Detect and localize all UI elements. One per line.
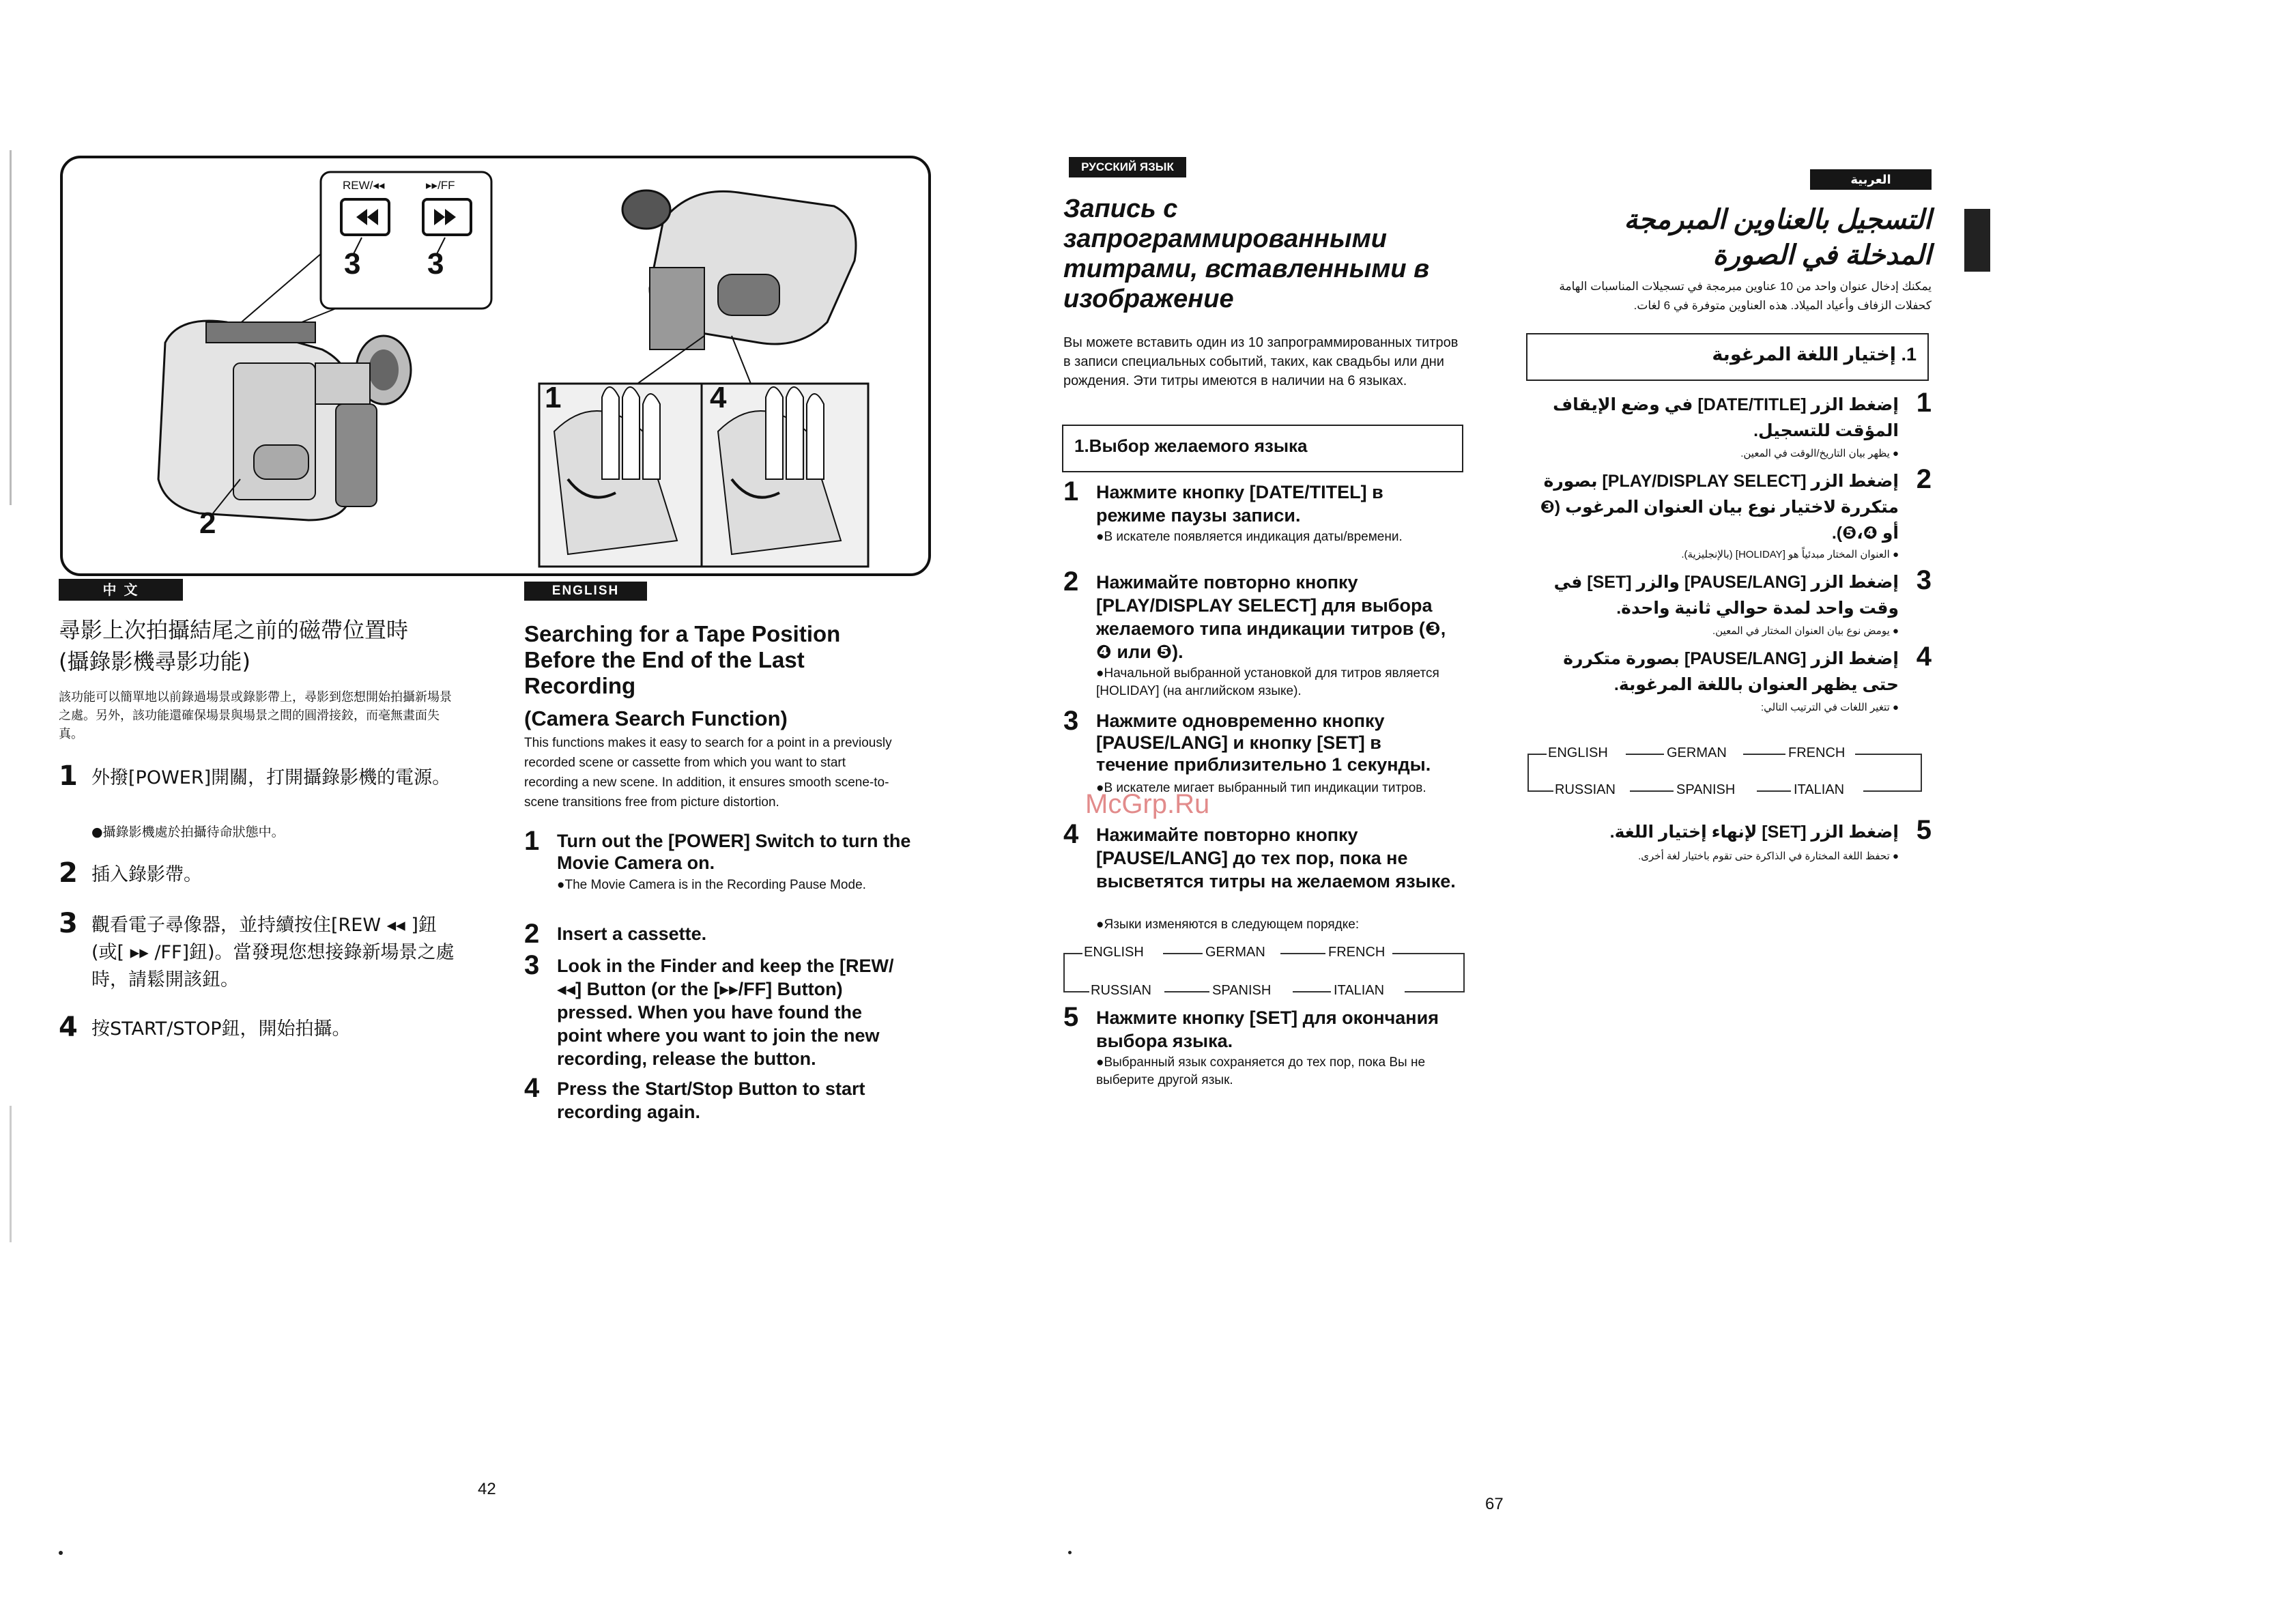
arabic-step-4 — [1536, 642, 1932, 721]
cycle-line — [1063, 991, 1089, 992]
step-number: 1 — [1916, 388, 1932, 418]
step-text: 插入錄影帶。 — [91, 864, 202, 885]
figure-step-label: 2 — [199, 506, 216, 540]
language-italian: ITALIAN — [1334, 983, 1385, 998]
russian-language-cycle — [1063, 942, 1469, 1003]
step-text: Нажмите одновременно кнопку [PAUSE/LANG] и кнопку [SET] в течение приблизительно 1 секунды. — [1096, 711, 1431, 775]
step-number: 3 — [524, 950, 540, 980]
chinese-title-line2: (攝錄影機尋影功能) — [59, 648, 250, 674]
page-number-left: 42 — [478, 1480, 496, 1498]
russian-section-box — [1062, 425, 1463, 472]
step-note: ●Выбранный язык сохраняется до тех пор, пока Вы не выберите другой язык. — [1096, 1055, 1426, 1087]
arabic-section-box — [1526, 333, 1929, 381]
step-number: 4 — [524, 1073, 540, 1103]
step-text: إضغط الزر [PLAY/DISPLAY SELECT] بصورة متكررة لاختيار نوع بيان العنوان المرغوب (❸ أو ❹،❺). — [1540, 472, 1899, 543]
scan-dot — [1068, 1551, 1072, 1554]
arabic-language-cycle — [1527, 743, 1926, 804]
chinese-title-line1: 尋影上次拍攝結尾之前的磁帶位置時 — [59, 617, 409, 643]
step-number: 1 — [59, 760, 78, 792]
camera-illustration-panel — [60, 156, 931, 576]
step-note: ● يظهر بيان التاريخ/الوقت في المعين. — [1740, 448, 1899, 459]
step-number: 3 — [1063, 706, 1079, 736]
step-text: Insert a cassette. — [557, 924, 707, 944]
cycle-line — [1921, 754, 1922, 790]
step-number: 3 — [1916, 565, 1932, 595]
chinese-intro: 該功能可以簡單地以前錄過場景或錄影帶上，尋影到您想開始拍攝新場景之處。另外，該功能還確保場景與場景之間的圓滑接鉸，而毫無畫面失真。 — [59, 690, 452, 741]
cycle-line — [1280, 953, 1325, 954]
language-french: FRENCH — [1328, 945, 1386, 960]
figure-step-label: 4 — [710, 381, 727, 414]
cycle-line — [1743, 754, 1785, 755]
arabic-step-2 — [1536, 464, 1932, 564]
step-note: ● يومض نوع بيان العنوان المختار في المعين. — [1712, 625, 1899, 637]
step-text: إضغط الزر [SET] لإنهاء إختيار اللغة. — [1609, 823, 1899, 842]
cycle-line — [1626, 754, 1664, 755]
step-text: Look in the Finder and keep the [REW/◂◂] Button (or the [▸▸/FF] Button) pressed. When you have found the point where you want to join the new recording, release the button. — [557, 956, 894, 1069]
language-italian: ITALIAN — [1794, 782, 1845, 797]
cycle-line — [1164, 991, 1209, 992]
chinese-title — [59, 614, 468, 677]
page-number-right: 67 — [1485, 1495, 1504, 1513]
step-text: Нажимайте повторно кнопку [PLAY/DISPLAY SELECT] для выбора желаемого типа индикации титров (❸, ❹ или ❺). — [1096, 572, 1446, 662]
arabic-intro: يمكنك إدخال عنوان واحد من 10 عناوين مبرمجة في تسجيلات المناسبات الهامة كحفلات الزفاف وأعياد الميلاد. هذه العناوين متوفرة في 6 لغات. — [1559, 280, 1932, 312]
step-note: ●В искателе появляется индикация даты/времени. — [1096, 530, 1403, 544]
figure-step-label: 3 — [344, 247, 361, 281]
step-text: Turn out the [POWER] Switch to turn the Movie Camera on. — [557, 831, 911, 873]
russian-intro: Вы можете вставить один из 10 запрограммированных титров в записи специальных событий, таких, как свадьбы или дни рождения. Эти титры имеются в наличии на 6 языках. — [1063, 335, 1459, 388]
step-text: 外撥[POWER]開關，打開攝錄影機的電源。 — [91, 767, 451, 788]
cycle-line — [1463, 953, 1465, 991]
language-badge-english: ENGLISH — [524, 582, 647, 601]
arabic-title — [1536, 202, 1932, 273]
step-number: 3 — [59, 908, 78, 939]
cycle-line — [1063, 953, 1082, 954]
step-note: ●Языки изменяются в следующем порядке: — [1096, 917, 1360, 932]
language-badge-russian: РУССКИЙ ЯЗЫК — [1069, 157, 1186, 177]
step-number: 4 — [1063, 819, 1079, 849]
step-text: Нажимайте повторно кнопку [PAUSE/LANG] до тех пор, пока не высветятся титры на желаемом языке. — [1096, 825, 1456, 891]
language-spanish: SPANISH — [1212, 983, 1272, 998]
language-russian: RUSSIAN — [1091, 983, 1151, 998]
language-spanish: SPANISH — [1676, 782, 1736, 797]
language-german: GERMAN — [1667, 745, 1727, 760]
step-text: Нажмите кнопку [DATE/TITEL] в режиме паузы записи. — [1096, 482, 1383, 526]
language-french: FRENCH — [1788, 745, 1846, 760]
language-english: ENGLISH — [1084, 945, 1144, 960]
cycle-line — [1527, 790, 1553, 792]
ff-button-label: ▸▸/FF — [426, 179, 455, 192]
language-german: GERMAN — [1205, 945, 1265, 960]
step-text: Press the Start/Stop Button to start recording again. — [557, 1078, 865, 1122]
english-title: Searching for a Tape Position Before the End of the Last Recording — [524, 621, 841, 698]
step-number: 5 — [1916, 815, 1932, 845]
scan-edge-mark — [10, 1106, 12, 1242]
step-note: ●Начальной выбранной установкой для титров является [HOLIDAY] (на английском языке). — [1096, 666, 1439, 698]
watermark: McGrp.Ru — [1085, 789, 1210, 819]
figure-step-label: 3 — [427, 247, 444, 281]
step-text: 觀看電子尋像器，並持續按住[REW ◂◂ ]鈕(或[ ▸▸ /FF]鈕)。當發現您想接錄新場景之處時，請鬆開該鈕。 — [91, 915, 455, 990]
cycle-line — [1630, 790, 1674, 792]
rew-button-label: REW/◂◂ — [343, 179, 385, 192]
cycle-line — [1757, 790, 1791, 792]
scan-dot — [59, 1551, 63, 1555]
page-tab-marker — [1964, 209, 1990, 272]
language-russian: RUSSIAN — [1555, 782, 1616, 797]
cycle-line — [1855, 754, 1921, 755]
arabic-step-1 — [1536, 388, 1932, 460]
step-number: 2 — [1063, 567, 1079, 597]
arabic-section-title: 1. إختيار اللغة المرغوبة — [1712, 344, 1917, 365]
figure-step-label: 1 — [545, 381, 562, 414]
scan-edge-mark — [10, 150, 12, 505]
cycle-line — [1405, 991, 1465, 992]
step-text: إضغط الزر [DATE/TITLE] في وضع الإيقاف المؤقت للتسجيل. — [1553, 395, 1899, 440]
step-number: 4 — [59, 1012, 78, 1043]
step-note: ● العنوان المختار مبدئياً هو [HOLIDAY] (بالإنجليزية). — [1681, 549, 1899, 560]
language-badge-chinese: 中 文 — [59, 579, 183, 601]
step-number: 2 — [524, 919, 540, 949]
cycle-line — [1392, 953, 1463, 954]
cycle-line — [1293, 991, 1331, 992]
step-number: 1 — [524, 826, 540, 856]
step-number: 2 — [1916, 464, 1932, 494]
step-text: 按START/STOP鈕，開始拍攝。 — [91, 1018, 351, 1040]
cycle-line — [1527, 754, 1547, 755]
step-note: ● تحفظ اللغة المختارة في الذاكرة حتى تقوم باختيار لغة أخرى. — [1638, 851, 1899, 862]
cycle-line — [1163, 953, 1203, 954]
step-text: إضغط الزر [PAUSE/LANG] والزر [SET] في وقت واحد لمدة حوالي ثانية واحدة. — [1553, 573, 1899, 618]
arabic-title-line2: المدخلة في الصورة — [1712, 240, 1932, 270]
cycle-line — [1863, 790, 1922, 792]
step-note: ●The Movie Camera is in the Recording Pause Mode. — [557, 878, 866, 892]
language-english: ENGLISH — [1548, 745, 1608, 760]
cycle-line — [1527, 754, 1529, 790]
english-subtitle: (Camera Search Function) — [524, 706, 788, 730]
step-number: 2 — [59, 857, 78, 889]
arabic-title-line1: التسجيل بالعناوين المبرمجة — [1624, 205, 1932, 235]
step-text: Нажмите кнопку [SET] для окончания выбора языка. — [1096, 1007, 1439, 1051]
arabic-step-3 — [1536, 565, 1932, 644]
english-intro: This functions makes it easy to search for a point in a previously recorded scene or cassette from which you want to start recording a new scene. In addition, it ensures smooth scene-to-scene transitions free from picture distortion. — [524, 736, 892, 810]
step-number: 1 — [1063, 476, 1079, 506]
russian-section-title: 1.Выбор желаемого языка — [1074, 435, 1308, 456]
step-note: ●攝錄影機處於拍攝待命狀態中。 — [91, 825, 285, 840]
step-note: ●В искателе мигает выбранный тип индикации титров. — [1096, 781, 1426, 795]
step-note: ● تتغير اللغات في الترتيب التالي: — [1761, 702, 1899, 713]
step-number: 5 — [1063, 1002, 1079, 1032]
language-badge-arabic: العربية — [1810, 169, 1932, 190]
cycle-line — [1063, 953, 1065, 991]
step-number: 4 — [1916, 642, 1932, 672]
arabic-step-5 — [1536, 815, 1932, 874]
russian-title: Запись с запрограммированными титрами, вставленными в изображение — [1063, 195, 1430, 313]
camcorder-illustration — [63, 158, 928, 573]
step-text: إضغط الزر [PAUSE/LANG] بصورة متكررة حتى يظهر العنوان باللغة المرغوبة. — [1563, 649, 1899, 694]
